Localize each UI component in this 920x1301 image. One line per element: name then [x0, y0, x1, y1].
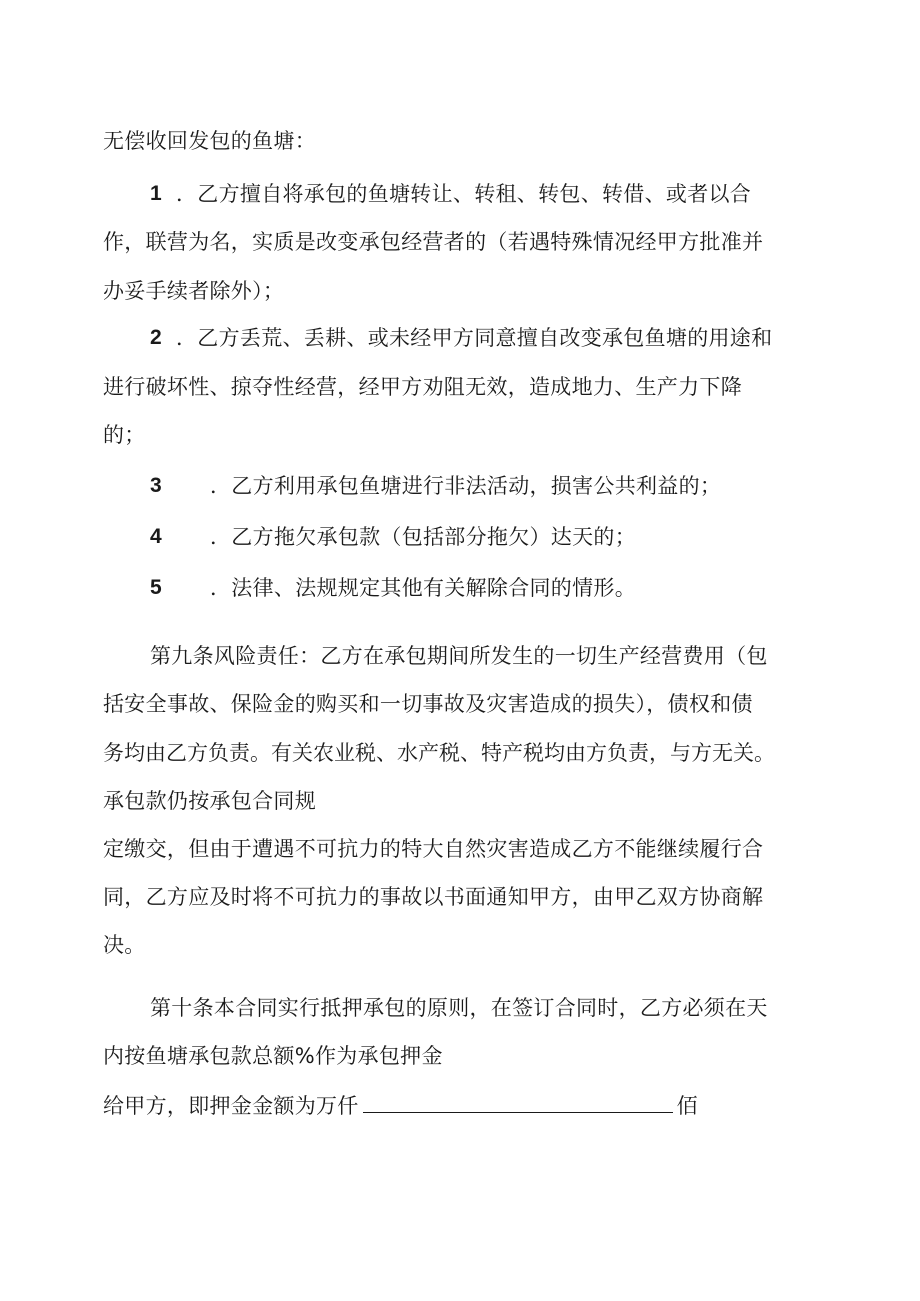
item-1-line-2: 作，联营为名，实质是改变承包经营者的（若遇特殊情况经甲方批准并 [103, 230, 764, 254]
intro-line: 无偿收回发包的鱼塘： [103, 129, 316, 153]
item-2-line-1: ．乙方丢荒、丢耕、或未经甲方同意擅自改变承包鱼塘的用途和 [176, 326, 773, 350]
item-1-number: 1 [150, 182, 162, 205]
article9-line-1: 第九条风险责任：乙方在承包期间所发生的一切生产经营费用（包 [150, 644, 768, 668]
article9-line-3: 务均由乙方负责。有关农业税、水产税、特产税均由方负责，与方无关。 [103, 741, 775, 765]
amount-blank-field[interactable] [363, 1090, 673, 1113]
article10-line-3-suffix: 佰 [676, 1094, 698, 1118]
article9-line-6: 同，乙方应及时将不可抗力的事故以书面通知甲方，由甲乙双方协商解 [103, 885, 764, 909]
item-3-line-1: ．乙方利用承包鱼塘进行非法活动，损害公共利益的； [210, 474, 722, 498]
article10-line-1: 第十条本合同实行抵押承包的原则，在签订合同时，乙方必须在天 [150, 996, 768, 1020]
item-2-number: 2 [150, 326, 162, 349]
article10-line-2: 内按鱼塘承包款总额%作为承包押金 [103, 1044, 443, 1068]
article10-line-3-prefix: 给甲方，即押金金额为万仟 [103, 1094, 359, 1118]
item-4-number: 4 [150, 525, 162, 548]
item-2-line-3: 的； [103, 423, 146, 447]
item-1-line-1: ．乙方擅自将承包的鱼塘转让、转租、转包、转借、或者以合 [176, 182, 752, 206]
article9-line-7: 决。 [103, 933, 146, 957]
article9-line-4: 承包款仍按承包合同规 [103, 789, 316, 813]
item-2-line-2: 进行破坏性、掠夺性经营，经甲方劝阻无效，造成地力、生产力下降 [103, 375, 742, 399]
item-3-number: 3 [150, 474, 162, 497]
article10-line-3 [103, 1090, 698, 1120]
item-5-number: 5 [150, 576, 162, 599]
article9-line-5: 定缴交，但由于遭遇不可抗力的特大自然灾害造成乙方不能继续履行合 [103, 837, 764, 861]
item-5-line-1: ．法律、法规规定其他有关解除合同的情形。 [210, 576, 636, 600]
item-1-line-3: 办妥手续者除外）； [103, 279, 285, 303]
item-4-line-1: ．乙方拖欠承包款（包括部分拖欠）达天的； [210, 525, 636, 549]
article9-line-2: 括安全事故、保险金的购买和一切事故及灾害造成的损失），债权和债 [103, 692, 753, 716]
